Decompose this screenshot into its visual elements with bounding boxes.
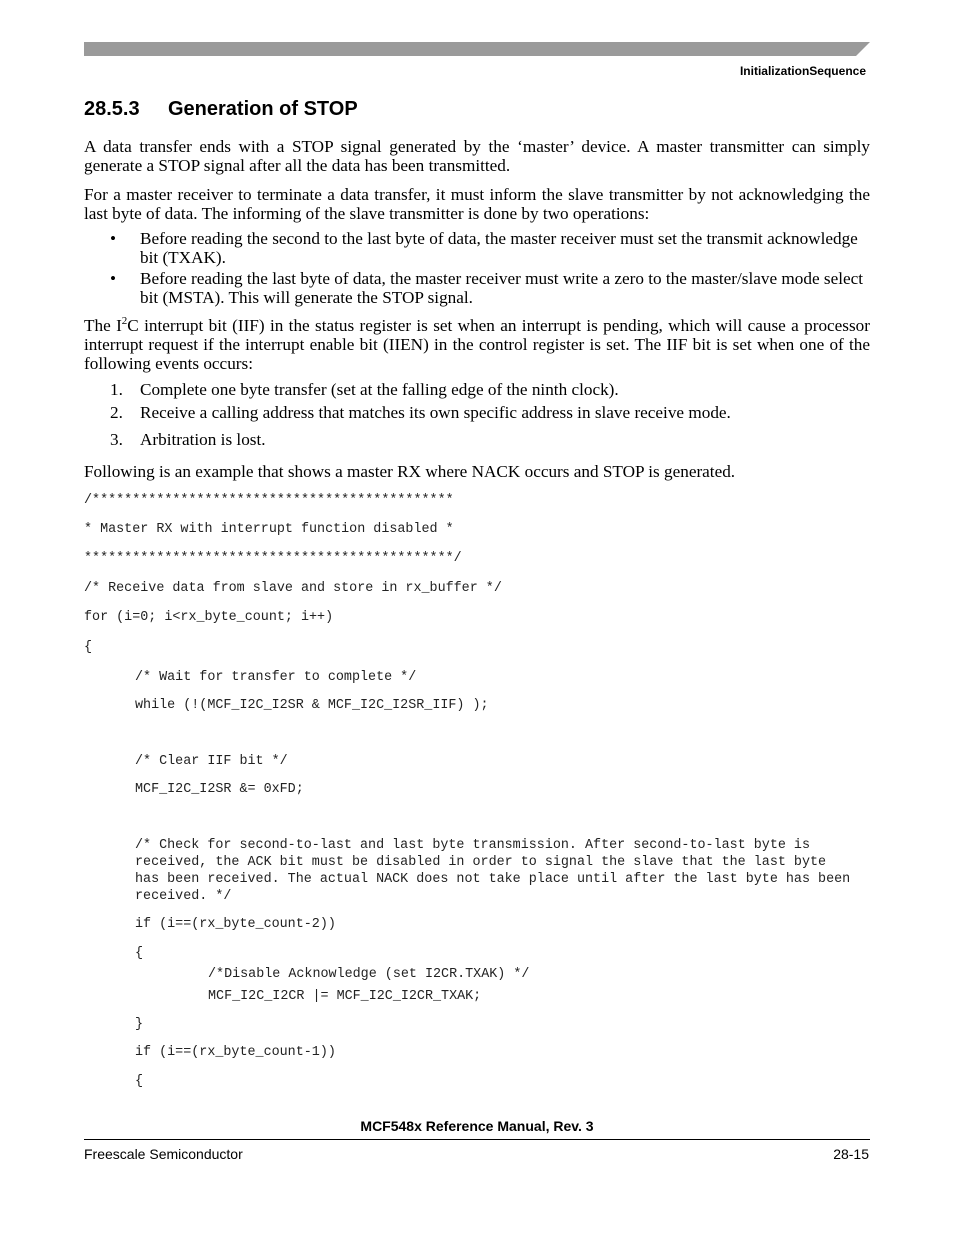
code-line: * Master RX with interrupt function disabled *: [84, 522, 454, 537]
footer-company: Freescale Semiconductor: [84, 1146, 243, 1162]
list-number: 1.: [110, 380, 123, 399]
code-line: MCF_I2C_I2CR |= MCF_I2C_I2CR_TXAK;: [208, 989, 482, 1004]
code-line: {: [135, 946, 144, 961]
paragraph-text: The I: [84, 316, 122, 335]
footer-divider: [84, 1139, 870, 1140]
list-item: [84, 403, 870, 422]
bullet-marker: •: [110, 269, 117, 288]
list-item: [84, 229, 870, 267]
code-line: if (i==(rx_byte_count-2)): [135, 917, 336, 932]
code-line: for (i=0; i<rx_byte_count; i++): [84, 610, 334, 625]
list-item: [84, 380, 870, 399]
code-line: MCF_I2C_I2SR &= 0xFD;: [135, 782, 304, 797]
paragraph-interrupt-bit: [84, 316, 870, 373]
paragraph-master-receiver: For a master receiver to terminate a data transfer, it must inform the slave transmitter by not acknowledging the last byte of data. The informing of the slave transmitter is done by two operations:: [84, 185, 870, 223]
code-line: {: [84, 640, 93, 655]
code-line: while (!(MCF_I2C_I2SR & MCF_I2C_I2SR_IIF) );: [135, 698, 489, 713]
code-line: }: [135, 1017, 144, 1032]
code-line: /* Receive data from slave and store in rx_buffer */: [84, 581, 502, 596]
list-item-text: Before reading the last byte of data, the master receiver must write a zero to the master/slave mode select bit (MSTA). This will generate the STOP signal.: [140, 269, 864, 307]
code-line: /*Disable Acknowledge (set I2CR.TXAK) */: [208, 967, 530, 982]
list-item-text: Complete one byte transfer (set at the falling edge of the ninth clock).: [140, 380, 619, 399]
list-item-text: Before reading the second to the last byte of data, the master receiver must set the transmit acknowledge bit (TXAK).: [140, 229, 858, 267]
paragraph-example-intro: Following is an example that shows a master RX where NACK occurs and STOP is generated.: [84, 462, 736, 481]
page-number: 28-15: [833, 1146, 869, 1162]
code-line: {: [135, 1074, 144, 1089]
superscript: 2: [121, 315, 128, 327]
header-bar: [84, 42, 870, 56]
paragraph-stop-signal: A data transfer ends with a STOP signal generated by the ‘master’ device. A master transmitter can simply generate a STOP signal after all the data has been transmitted.: [84, 137, 870, 175]
code-line: /* Wait for transfer to complete */: [135, 670, 417, 685]
paragraph-text: C interrupt bit (IIF) in the status register is set when an interrupt is pending, which will cause a processor interrupt request if the interrupt enable bit (IIEN) in the control register is set. The IIF bit is set when one of the following events occurs:: [84, 316, 870, 373]
footer-title: MCF548x Reference Manual, Rev. 3: [360, 1118, 594, 1134]
list-item: [84, 269, 870, 307]
list-item-text: Receive a calling address that matches its own specific address in slave receive mode.: [140, 403, 731, 422]
code-line: /*********************************************: [84, 493, 454, 508]
list-item: [84, 430, 870, 449]
code-comment-block: /* Check for second-to-last and last byte transmission. After second-to-last byte is received, the ACK bit must be disabled in order to signal the slave that the last byte has been received. The actual NACK does not take place until after the last byte has been received. */: [135, 838, 851, 904]
list-number: 2.: [110, 403, 123, 422]
code-line: /* Clear IIF bit */: [135, 754, 288, 769]
section-title: Generation of STOP: [168, 98, 358, 120]
running-header: InitializationSequence: [739, 64, 866, 78]
section-number: 28.5.3: [84, 98, 140, 120]
list-item-text: Arbitration is lost.: [140, 430, 266, 449]
code-line: **********************************************/: [84, 551, 462, 566]
section-heading: [84, 98, 358, 121]
bullet-marker: •: [110, 229, 117, 248]
code-line: if (i==(rx_byte_count-1)): [135, 1045, 336, 1060]
list-number: 3.: [110, 430, 123, 449]
